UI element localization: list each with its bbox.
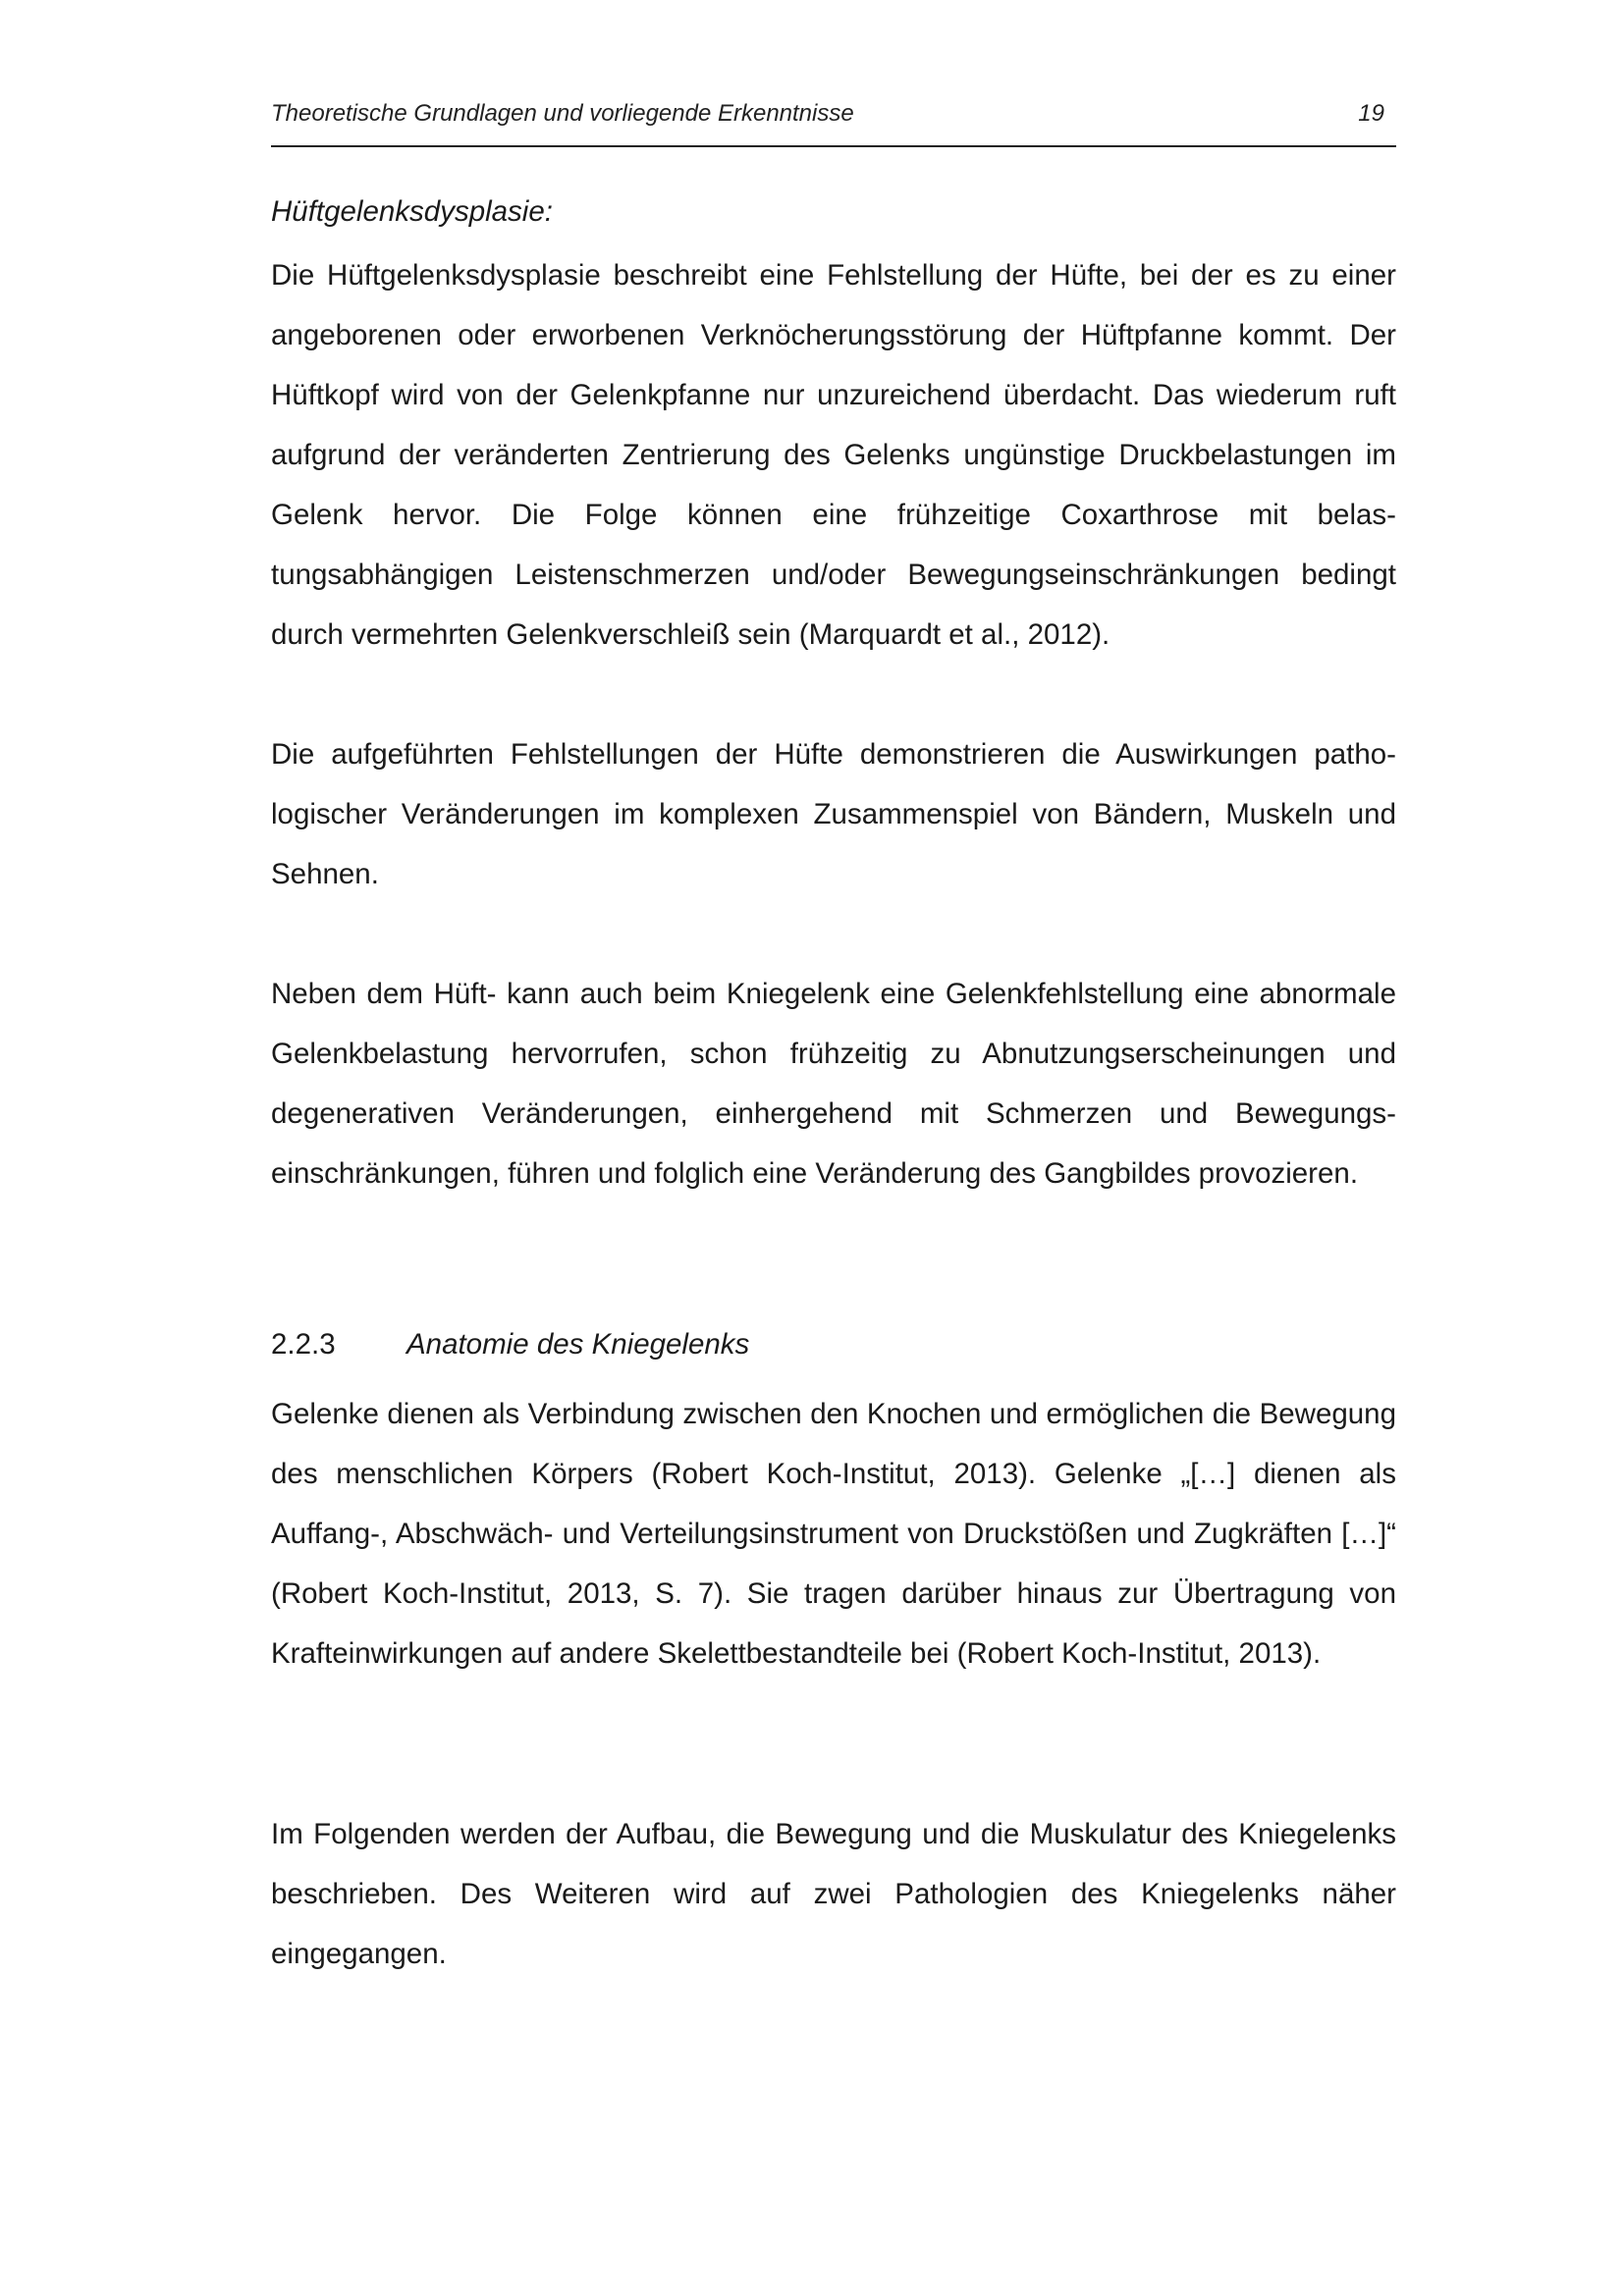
page-number: 19 [1358, 100, 1384, 127]
subheading-hip-dysplasia: Hüftgelenksdysplasie: [271, 195, 553, 228]
paragraph-outline: Im Folgenden werden der Aufbau, die Bewegung und die Muskulatur des Kniegelenks beschrieben. Des Weiteren wird auf zwei Pathologien des Kniegelenks näher eingegangen. [271, 1818, 1396, 1970]
section-number: 2.2.3 [271, 1328, 336, 1361]
paragraph-knee-malposition: Neben dem Hüft- kann auch beim Kniegelenk eine Gelenkfehlstellung eine abnormale Gelenkbelastung hervorrufen, schon frühzeitig zu Abnutzungserscheinungen und degenerativen Veränderungen, einhergehend mit Schmerzen und Bewegungseinschränkungen, führen und folglich eine Veränderung des Gangbildes provozieren. [271, 978, 1396, 1190]
paragraph-hip-malpositions: Die aufgeführten Fehlstellungen der Hüfte demonstrieren die Auswirkungen pathologischer Veränderungen im komplexen Zusammenspiel von Bändern, Muskeln und Sehnen. [271, 738, 1396, 890]
running-header [271, 96, 1396, 147]
paragraph-joints: Gelenke dienen als Verbindung zwischen den Knochen und ermöglichen die Bewegung des menschlichen Körpers (Robert Koch-Institut, 2013). Gelenke „[…] dienen als Auffang-, Abschwäch- und Verteilungsinstrument von Druckstößen und Zugkräften […]“ (Robert Koch-Institut, 2013, S. 7). Sie tragen darüber hinaus zur Übertragung von Krafteinwirkungen auf andere Skelettbestandteile bei (Robert Koch-Institut, 2013). [271, 1398, 1396, 1670]
section-title: Anatomie des Kniegelenks [406, 1328, 750, 1361]
paragraph-hip-dysplasia: Die Hüftgelenksdysplasie beschreibt eine Fehlstellung der Hüfte, bei der es zu einer angeborenen oder erworbenen Verknöcherungsstörung der Hüftpfanne kommt. Der Hüftkopf wird von der Gelenkpfanne nur unzureichend überdacht. Das wiederum ruft aufgrund der veränderten Zentrierung des Gelenks ungünstige Druckbelastungen im Gelenk hervor. Die Folge können eine frühzeitige Coxarthrose mit belastungsabhängigen Leistenschmerzen und/oder Bewegungseinschränkungen bedingt durch vermehrten Gelenkverschleiß sein (Marquardt et al., 2012). [271, 259, 1396, 651]
header-title: Theoretische Grundlagen und vorliegende Erkenntnisse [271, 100, 854, 127]
